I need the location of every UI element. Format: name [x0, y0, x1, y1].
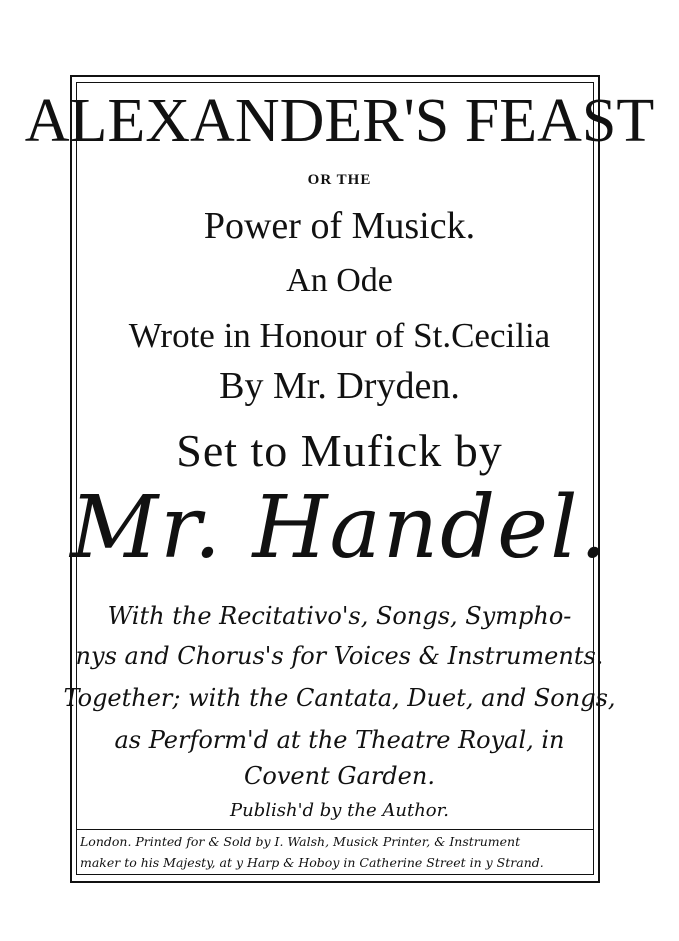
description-line-2: nys and Chorus's for Voices & Instruments. [75, 642, 604, 670]
description-line-3: Together; with the Cantata, Duet, and Songs, [63, 684, 616, 712]
description-line-1: With the Recitativo's, Songs, Sympho- [107, 602, 572, 630]
imprint-divider [77, 829, 593, 830]
description-line-5: Covent Garden. [244, 762, 435, 790]
author-line: By Mr. Dryden. [219, 365, 460, 407]
dedication-line: Wrote in Honour of St.Cecilia [128, 316, 551, 355]
publish-line: Publish'd by the Author. [230, 800, 449, 821]
work-title: ALEXANDER'S FEAST [24, 87, 655, 155]
description-line-4: as Perform'd at the Theatre Royal, in [114, 726, 565, 754]
set-to-musick-line: Set to Mufick by [176, 425, 503, 476]
or-the-line: OR THE [307, 172, 372, 188]
imprint-line-2: maker to his Majesty, at y Harp & Hoboy in Catherine Street in y Strand. [80, 855, 544, 870]
power-of-musick-line: Power of Musick. [203, 205, 476, 247]
ode-line: An Ode [286, 262, 393, 299]
composer-name: Mr. Handel. [70, 478, 609, 578]
imprint-line-1: London. Printed for & Sold by I. Walsh, Musick Printer, & Instrument [80, 834, 521, 849]
